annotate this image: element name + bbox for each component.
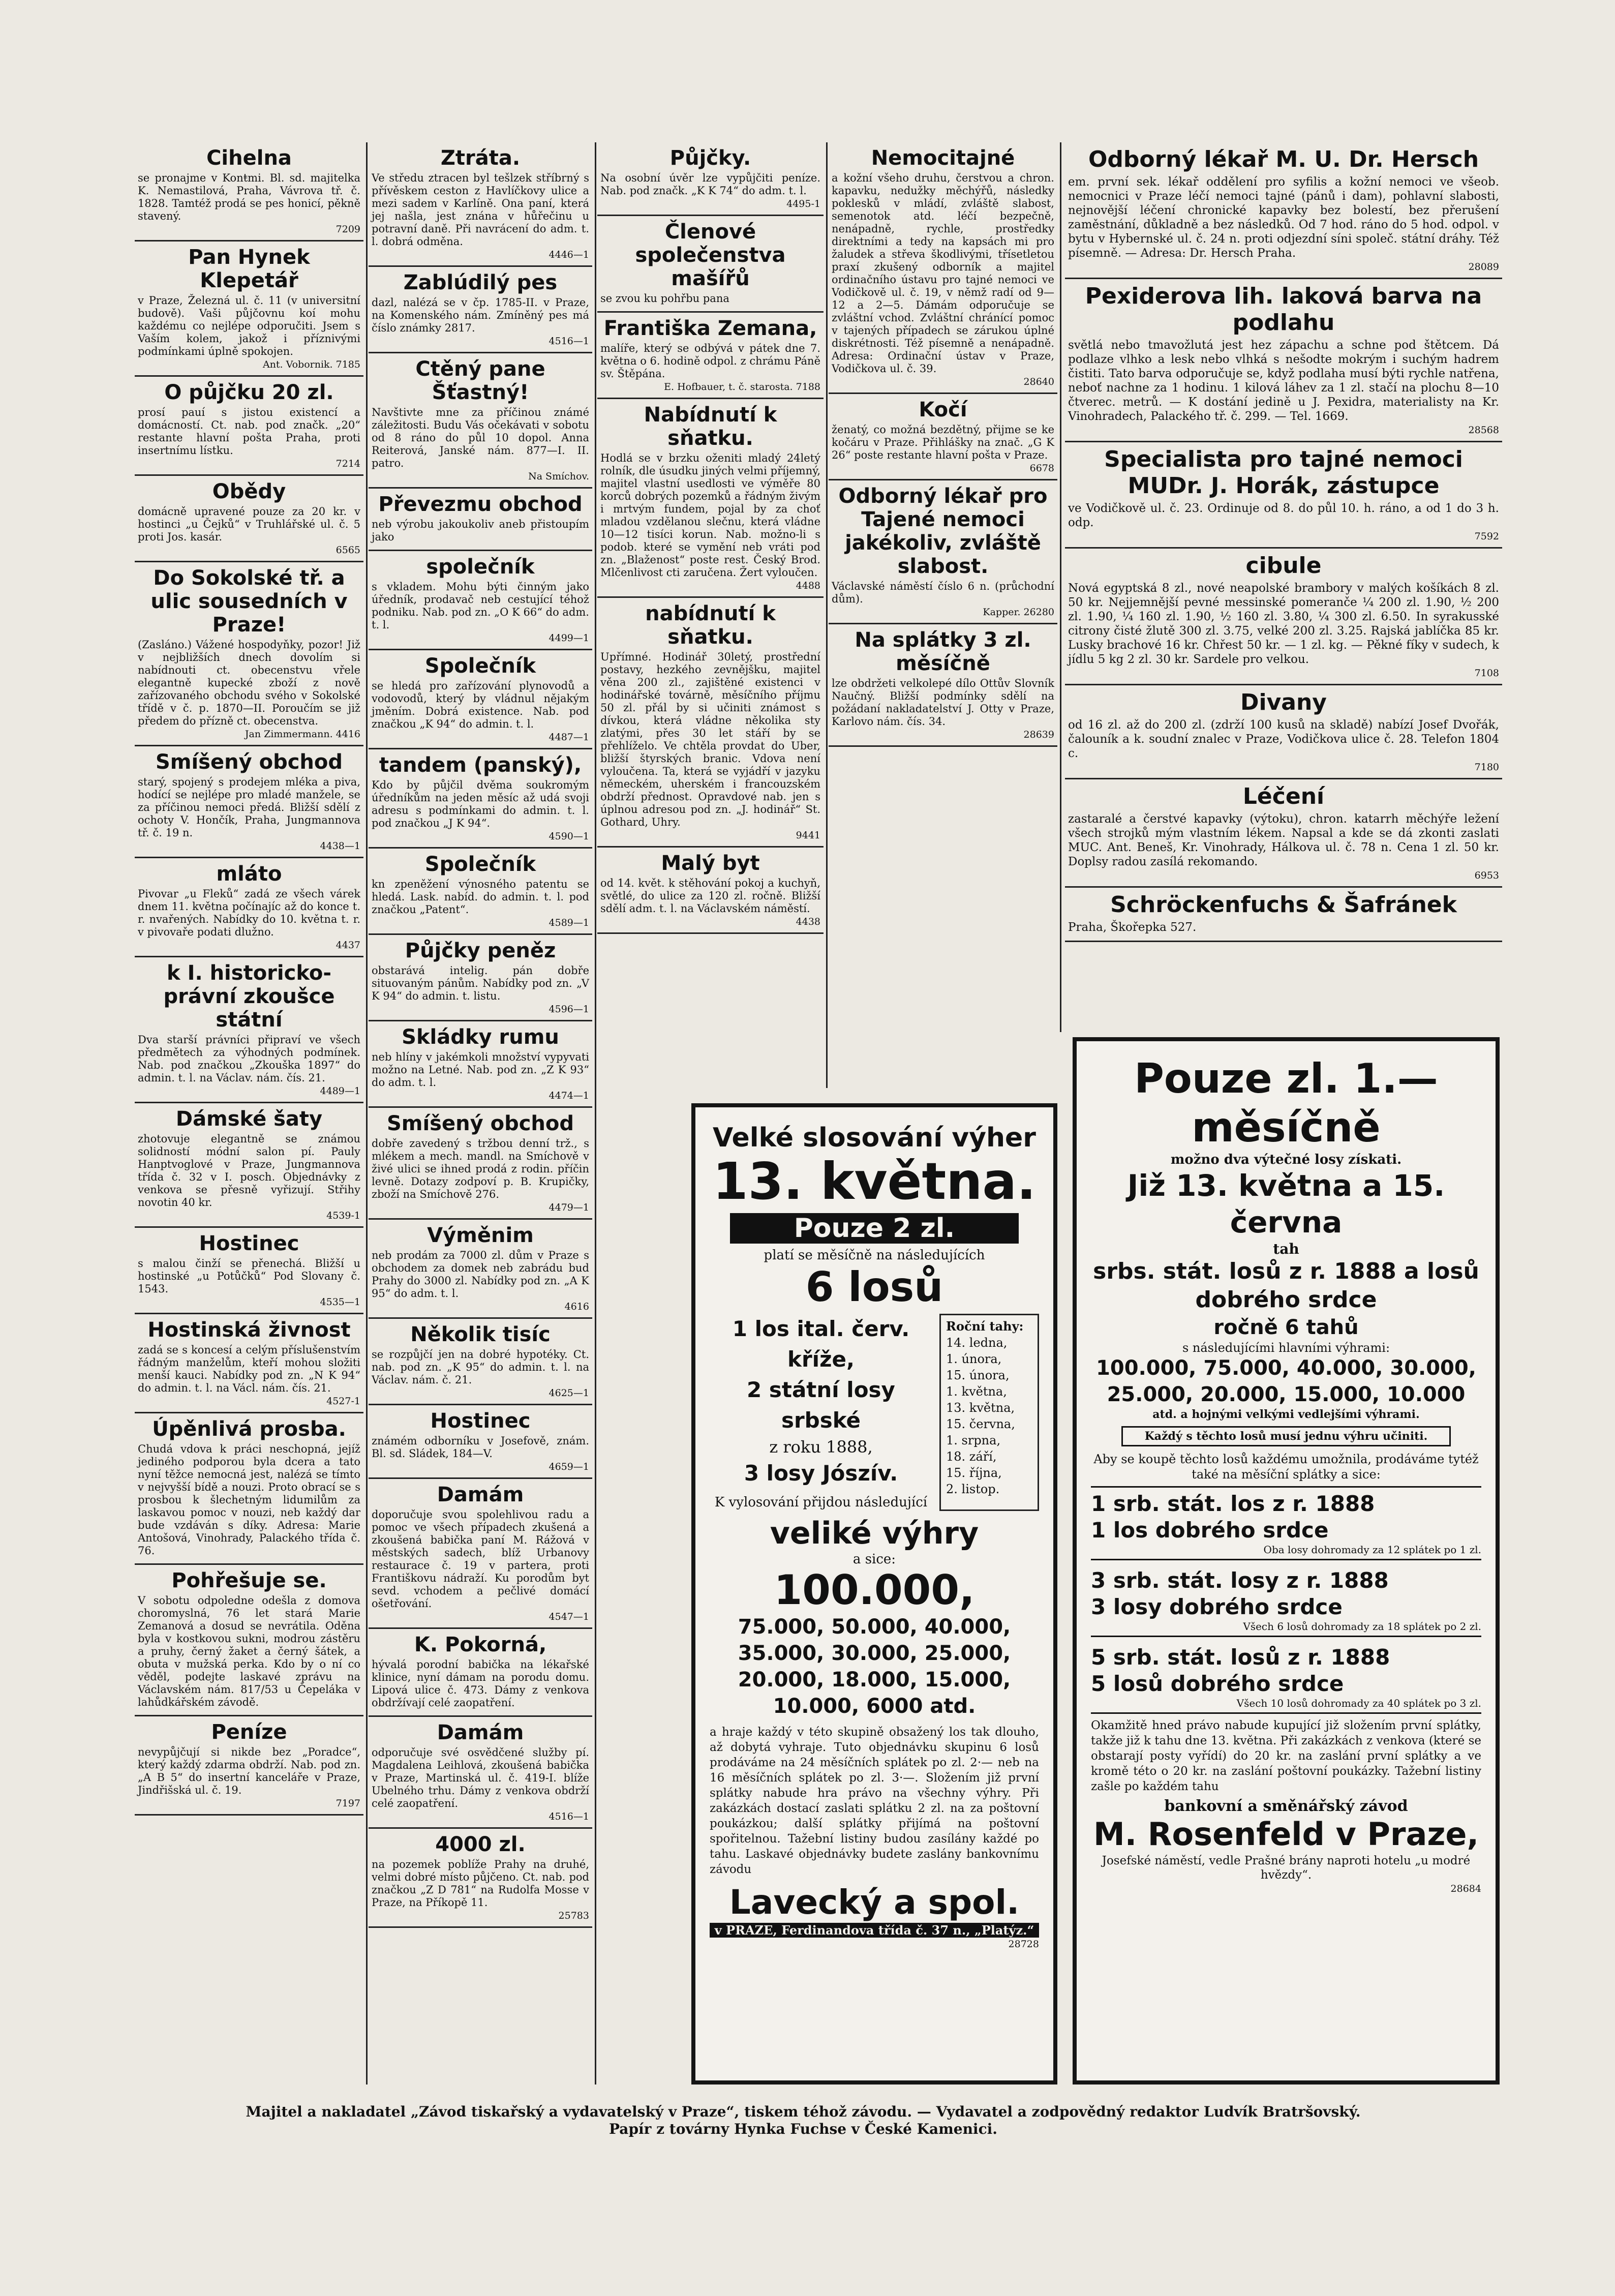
classified-ad <box>597 399 824 598</box>
classified-ad <box>1065 779 1502 888</box>
ad-number: 4499—1 <box>549 632 589 644</box>
ad-number: 4446—1 <box>549 249 589 260</box>
rosenfeld-offer: 5 srb. stát. losů z r. 1888 <box>1091 1645 1390 1670</box>
classified-ad <box>369 1829 592 1928</box>
ad-text: prosí pauí s jistou existencí a domácností. Ct. nab. pod značk. „20“ restante hlavní pošta Praha, proti insertnímu lístku. <box>138 406 360 457</box>
draw-date: 15. února, <box>946 1368 1010 1382</box>
classified-ad <box>369 1220 592 1319</box>
classified-ad <box>369 1405 592 1479</box>
ad-text: Na osobní úvěr lze vypůjčiti peníze. Nab. pod značk. „K K 74“ do adm. t. l. <box>600 172 820 197</box>
ad-number: 4488 <box>796 580 820 591</box>
ad-number: 4596—1 <box>549 1004 589 1015</box>
column-rule <box>366 142 368 2084</box>
ad-heading: Pohřešuje se. <box>171 1569 327 1592</box>
ad-heading: Schröckenfuchs & Šafránek <box>1110 892 1457 918</box>
draw-date: 13. května, <box>946 1401 1015 1415</box>
ad-number: 4625—1 <box>549 1387 589 1399</box>
classified-ad <box>369 1021 592 1108</box>
classified-ad <box>1065 142 1502 279</box>
rosenfeld-offer-terms: Všech 6 losů dohromady za 18 splátek po 2 zl. <box>1243 1620 1481 1633</box>
rosenfeld-address: Josefské náměstí, vedle Prašné brány naproti hotelu „u modré hvězdy“. <box>1102 1854 1471 1882</box>
ad-number: 4487—1 <box>549 732 589 743</box>
ad-text: s malou činží se přenechá. Bližší u hostinské „u Potůčků“ Pod Slovany č. 1543. <box>138 1257 360 1295</box>
draw-date: 18. září, <box>946 1449 997 1464</box>
ad-text: známém odborníku v Josefově, znám. Bl. sd. Sládek, 184—V. <box>372 1435 589 1460</box>
ad-heading: Damám <box>437 1483 524 1506</box>
classified-ad <box>369 1717 592 1829</box>
ad-heading: Půjčky. <box>669 146 751 170</box>
ad-text: a kožní všeho druhu, čerstvou a chron. kapavku, nedužky měchýřů, následky poklesků v mládí, zvláště slabost, semenotok atd. léčí bezpečně, nenápadně, rychle, prostředky direktními a tedy na kapsách mi pro žaludek a střeva škodlivými, třísetletou praxí zkušený odborník a majitel ordinačního ústavu pro tajné nemoci ve Vodičkově ul. č. 19, v němž radí od 9—12 a 2—5. Dámám odporučuje se zvláštní vchod. Zvláštní chránící pomoc v tajených případech se zárukou úplné diskrétnosti. Též písemně a nenápadně. Adresa: Ordinační ústav v Praze, Vodičkova ul. č. 39. <box>832 172 1054 375</box>
ad-heading: nabídnutí k sňatku. <box>645 602 776 649</box>
ad-heading: k I. historicko-právní zkoušce státní <box>163 961 335 1032</box>
ad-number: Na Smíchov. <box>528 471 589 482</box>
classified-ad <box>135 377 363 476</box>
ad-number: 4489—1 <box>320 1085 360 1097</box>
ad-text: zhotovuje elegantně se známou solidností módní salon pí. Pauly Hanptvoglové v Praze, Jungmannova třída č. 32 v I. posch. Objednávky z venkova se přesně vyřizují. Střihy novotin 40 kr. <box>138 1133 360 1209</box>
ad-text: Ve středu ztracen byl tešlzek stříbrný s přívěskem ceston z Havlíčkovy ulice a mezi sadem v Karlíně. Ona paní, která jej našla, jest znána v hůřečinu u potravní daně. Při navrácení do adm. t. l. dobrá odměna. <box>372 172 589 248</box>
ad-text: na pozemek poblíže Prahy na druhé, velmi dobré místo půjčeno. Ct. nab. pod značkou „Z D 781“ na Rudolfa Mosse v Praze, na Příkopě 11. <box>372 1858 589 1909</box>
ad-number: 4516—1 <box>549 1811 589 1822</box>
ad-number: 4547—1 <box>549 1611 589 1622</box>
ad-heading: Damám <box>437 1721 524 1744</box>
ad-text: dazl, nalézá se v čp. 1785-II. v Praze, na Komenského nám. Zmíněný pes má číslo známky 2817. <box>372 296 589 334</box>
classified-ad <box>135 1314 363 1413</box>
classified-ad <box>135 957 363 1103</box>
lottery-body: a hraje každý v této skupině obsažený los tak dlouho, až dobytá vyhraje. Tuto objednávku skupinu 6 losů prodáváme na 24 měsíčních splátek po zl. 2·— neb na 16 měsíčních splátek po zl. 3·—. Složením již první splátky nabude hra právo na všechny výhry. Při zakázkách dostací zaslati splátku 2 zl. na za poštovní poukázkou; další splátky přijímá na poštovní spořitelnou. Tažební listiny budou zasílány každé po tahu. Laskavé objednávky budete zaslány bankovnímu závodu <box>710 1726 1039 1876</box>
ad-number: 4539-1 <box>326 1210 360 1221</box>
ad-heading: Kočí <box>919 398 967 421</box>
ad-number: 25783 <box>558 1910 589 1921</box>
ad-number: 4438—1 <box>320 840 360 852</box>
ad-number: 6678 <box>1029 463 1054 474</box>
ad-heading: Nabídnutí k sňatku. <box>644 403 777 450</box>
ad-text: starý, spojený s prodejem mléka a piva, hodící se nejlépe pro mladé manžele, se za příčinou nemoci předá. Bližší sdělí z ochoty V. Hončík, Praha, Jungmannova tř. č. 19 n. <box>138 776 360 839</box>
ad-number: 4437 <box>336 940 360 951</box>
ad-heading: Do Sokolské tř. a ulic sousedních v Praze! <box>150 566 348 637</box>
ad-number: 6953 <box>1474 870 1499 881</box>
rosenfeld-tah: tah <box>1273 1241 1299 1257</box>
ad-heading: O půjčku 20 zl. <box>164 381 334 404</box>
lottery-number: 28728 <box>1008 1939 1039 1950</box>
ad-text: Hodlá se v brzku oženiti mladý 24letý rolník, dle úsudku jiných velmi příjemný, majitel vlastní usedlosti ve výměře 80 korců dobrých pozemků a řádným živým i mrtvým fundem, pojal by za choť mladou vzdělanou slečnu, která vládne 10—12 tisíci korun. Nab. možno-li s podob. které se vymění neb vráti pod zn. „Blaženost“ poste rest. Český Brod. Mlčenlivost cti zaručena. Žert vyloučen. <box>600 452 820 579</box>
ad-text: zastaralé a čerstvé kapavky (výtoku), chron. katarrh měchýře ležení všech strojků mým vlastním lékem. Napsal a kde se dá zkonti zaslati MUC. Ant. Beneš, Kr. Vinohrady, Hálkova ul. č. 78 n. Cena 1 zl. 50 kr. Doplsy radou zasílá rekomando. <box>1068 812 1499 868</box>
ad-heading: Františka Zemana, <box>603 317 817 340</box>
ad-text: s vkladem. Mohu býti činným jako úředník, prodavač neb cestující téhož podniku. Nab. pod zn. „O K 66“ do adm. t. l. <box>372 581 589 631</box>
lottery-note: K vylosování přijdou následující <box>714 1495 928 1510</box>
classified-ad <box>1065 442 1502 549</box>
ad-text: se rozpůjčí jen na dobré hypotéky. Ct. nab. pod zn. „K 95“ do admin. t. l. na Václav. nám. č. 21. <box>372 1348 589 1386</box>
ad-text: neb prodám za 7000 zl. dům v Praze s obchodem za domek neb zabrádu bud Prahy do 3000 zl. Nabídky pod zn. „A K 95“ do adm. t. l. <box>372 1249 589 1300</box>
ad-number: 7180 <box>1474 762 1499 773</box>
classified-ad <box>369 267 592 353</box>
ad-text: doporučuje svou spolehlivou radu a pomoc ve všech případech zkušená a zkoušená babička paní M. Rážová v městských sadech, blíž Urbanovy restaurace č. 19 v partera, proti Františkovu nádraží. Ku porodům byt sevd. vchodem a pečlivé domácí ošetřování. <box>372 1508 589 1610</box>
ad-text: dobře zavedený s tržbou denní trž., s mlékem a mech. mandl. na Smíchově v živé ulici se ihned prodá z rodin. příčin levně. Dotazy zodpoví p. B. Krupičky, zboží na Smíchově 276. <box>372 1137 589 1200</box>
draw-date: 2. listop. <box>946 1482 1000 1496</box>
draw-date: 1. srpna, <box>946 1433 1001 1447</box>
ad-text: domácně upravené pouze za 20 kr. v hostinci „u Čejků“ v Truhlářské ul. č. 5 proti Jos. kasár. <box>138 505 360 543</box>
classified-ad <box>135 476 363 562</box>
ad-heading: cibule <box>1245 553 1322 579</box>
ad-number: 7108 <box>1474 668 1499 679</box>
lottery-date: 13. května. <box>713 1152 1036 1211</box>
ad-text: se pronajme v Konŧmi. Bl. sd. majitelka K. Nemastilová, Praha, Vávrova tř. č. 1828. Tamtéž prodá se pes honicí, pěkně stavený. <box>138 172 360 222</box>
rosenfeld-offer: 3 srb. stát. losy z r. 1888 <box>1091 1568 1389 1593</box>
ad-heading: Pexiderova lih. laková barva na podlahu <box>1085 283 1482 336</box>
classified-ad <box>597 313 824 399</box>
rosenfeld-nums: 100.000, 75.000, 40.000, 30.000, <box>1096 1356 1476 1380</box>
classified-ad <box>369 1629 592 1717</box>
ad-number: 6565 <box>336 545 360 556</box>
ad-heading: Smíšený obchod <box>386 1112 574 1135</box>
classified-ad <box>369 935 592 1021</box>
ad-heading: Léčení <box>1242 783 1325 809</box>
classified-ad <box>369 1108 592 1220</box>
ad-number: Kapper. 26280 <box>983 607 1054 618</box>
ad-heading: Hostinec <box>430 1409 531 1433</box>
rosenfeld-offer: 1 srb. stát. los z r. 1888 <box>1091 1491 1375 1516</box>
ad-text: em. první sek. lékař oddělení pro syfilis a kožní nemoci ve všeob. nemocnici v Praze léčí nemoci tajné (pánů i dam), pohlavní slabosti, nejnovější léčení chronické kapavky bez bolestí, bez přerušení zaměstnání, důkladně a bez následků. Od 7 hod. ráno do 5 hod. odpol. v bytu v Hybernské ul. č. 24 n. proti odjezdní síni společ. státní dráhy. Též písemně. — Adresa: Dr. Hersch Praha. <box>1068 175 1499 260</box>
classified-ad <box>135 1413 363 1565</box>
ad-heading: mláto <box>216 862 282 886</box>
classified-ad <box>135 1565 363 1716</box>
classified-ad <box>369 1319 592 1405</box>
lottery-platí: platí se měsíčně na následujících <box>764 1248 985 1263</box>
rosenfeld-banka: bankovní a směnářský závod <box>1164 1797 1408 1815</box>
ad-number: 4438 <box>796 916 820 927</box>
ad-text: Pivovar „u Fleků“ zadá ze všech várek dnem 11. května počínajíc až do konce t. r. nvařených. Nabídky do 10. května t. r. v pivovaře podati dlužno. <box>138 888 360 938</box>
ad-text: od 16 zl. až do 200 zl. (zdrží 100 kusů na skladě) nabízí Josef Dvořák, čalouník a k. soudní znalec v Praze, Vodičkova ulice č. 28. Telefon 1804 c. <box>1068 718 1499 760</box>
column-3 <box>597 142 824 934</box>
classified-ad <box>369 142 592 267</box>
ad-text: Praha, Škořepka 527. <box>1068 921 1197 934</box>
ad-heading: Zablúdilý pes <box>403 271 558 294</box>
ad-heading: Hostinec <box>199 1232 299 1255</box>
classified-ad <box>369 1479 592 1629</box>
classified-ad <box>135 1103 363 1228</box>
classified-ad <box>369 749 592 849</box>
ad-text: Dva starší právníci připraví ve všech předmětech za výhodných podmínek. Nab. pod značkou „Zkouška 1897“ do admin. t. l. na Václav. nám. čís. 21. <box>138 1034 360 1084</box>
ad-number: 7592 <box>1474 531 1499 542</box>
column-2 <box>369 142 592 1928</box>
classified-ad <box>135 858 363 957</box>
ad-heading: Dámské šaty <box>175 1107 323 1131</box>
ad-heading: K. Pokorná, <box>414 1633 547 1656</box>
lottery-top-prize: 100.000, <box>774 1566 975 1614</box>
ad-number: 7197 <box>336 1798 360 1809</box>
ad-number: E. Hofbauer, t. č. starosta. 7188 <box>664 381 820 392</box>
ad-heading: 4000 zl. <box>435 1833 526 1856</box>
classified-ad <box>369 650 592 749</box>
rosenfeld-body: Okamžitě hned právo nabude kupující již složením první splátky, takže již k tahu dne 13. května. Při zakázkách z venkova (které se obstarají posty vyřídí) do 20 kr. na zaslání první splátky a ve kromě této o 20 kr. na zaslání poštovní poukázky. Tažební listiny zašle po každém tahu <box>1091 1719 1481 1793</box>
lottery-address: v PRAZE, Ferdinandova třída č. 37 n., „Platýz.“ <box>710 1923 1039 1938</box>
classified-ad <box>135 562 363 746</box>
ad-text: Kdo by půjčil dvěma soukromým úředníkům na jeden měsíc až udá svoji adresu s podmínkami do admin. t. l. pod značkou „J K 94“. <box>372 779 589 829</box>
lottery-item: 3 losy Jószív. <box>744 1461 898 1486</box>
ad-text: Václavské náměstí číslo 6 n. (průchodní dům). <box>832 580 1054 605</box>
lottery-item: 1 los ital. červ. kříže, <box>732 1316 910 1372</box>
classified-ad <box>369 849 592 935</box>
rosenfeld-offer: 5 losů dobrého srdce <box>1091 1671 1344 1696</box>
ad-number: Jan Zimmermann. 4416 <box>245 729 360 740</box>
ad-text: od 14. květ. k stěhování pokoj a kuchyň, světlé, do ulice za 120 zl. ročně. Bližší sdělí adm. t. l. na Václavském náměstí. <box>600 877 820 915</box>
classified-ad <box>1065 888 1502 942</box>
column-4 <box>829 142 1057 747</box>
ad-heading: Výměnim <box>427 1224 534 1247</box>
rosenfeld-atd: atd. a hojnými velkými vedlejšími výhrami. <box>1152 1408 1420 1421</box>
rosenfeld-number: 28684 <box>1450 1883 1481 1894</box>
ad-text: neb výrobu jakoukoliv aneb přistoupím jako <box>372 518 589 543</box>
rosenfeld-nums: 25.000, 20.000, 15.000, 10.000 <box>1107 1383 1466 1406</box>
classified-ad <box>829 480 1057 624</box>
draw-date: 15. října, <box>946 1466 1002 1480</box>
ad-text: ve Vodičkově ul. č. 23. Ordinuje od 8. do půl 10. h. ráno, a od 1 do 3 h. odp. <box>1068 502 1499 529</box>
lottery-big-prizes: veliké výhry <box>770 1516 979 1551</box>
ad-number: 28089 <box>1468 261 1499 273</box>
classified-ad <box>369 489 592 551</box>
classified-ad <box>597 216 824 313</box>
rosenfeld-offer: 3 losy dobrého srdce <box>1091 1594 1343 1619</box>
classified-ad <box>135 746 363 858</box>
ad-heading: Divany <box>1240 689 1327 715</box>
draws-title: Roční tahy: <box>946 1319 1024 1334</box>
ad-heading: Smíšený obchod <box>155 750 343 774</box>
classified-ad <box>597 142 824 216</box>
classified-ad <box>597 848 824 934</box>
ad-number: 28640 <box>1023 376 1054 387</box>
lottery-sice: a sice: <box>852 1552 896 1567</box>
ad-heading: Společník <box>424 853 536 876</box>
ad-heading: Několik tisíc <box>410 1323 551 1346</box>
classified-ad <box>135 241 363 377</box>
ad-heading: Převezmu obchod <box>378 493 583 516</box>
ad-heading: Pan Hynek Klepetář <box>188 246 310 292</box>
ad-text: odporučuje své osvědčené služby pí. Magdalena Leihlová, zkoušená babička v Praze, Martinská ul. č. 419-I. blíže Ubelného trhu. Dámy z venkova obdrží celé zaopatření. <box>372 1746 589 1809</box>
column-rule <box>595 142 596 2084</box>
ad-heading: Nemocitajné <box>871 146 1015 170</box>
ad-heading: Odborný lékař M. U. Dr. Hersch <box>1088 146 1479 172</box>
lottery-title: Velké slosování výher <box>713 1123 1036 1153</box>
ad-number: 4590—1 <box>549 831 589 842</box>
rosenfeld-title: Pouze zl. 1.— měsíčně <box>1134 1055 1438 1151</box>
draw-date: 15. června, <box>946 1417 1015 1431</box>
ad-heading: Cihelna <box>206 146 292 170</box>
ad-text: nevypůjčují si nikde bez „Poradce“, který každý zdarma obdrží. Nab. pod zn. „A B 5“ do insertní kanceláře v Praze, Jindřišská ul. č. 19. <box>138 1746 360 1796</box>
ad-number: 4616 <box>564 1301 589 1312</box>
classified-ad <box>597 598 824 848</box>
lottery-item: 2 státní losy srbské <box>747 1377 895 1433</box>
ad-number: 4474—1 <box>549 1090 589 1101</box>
ad-heading: Členové společenstva mašířů <box>635 220 786 290</box>
lottery-firm: Lavecký a spol. <box>729 1883 1020 1922</box>
ad-number: 7209 <box>336 224 360 235</box>
lottery-prizes: 75.000, 50.000, 40.000, 35.000, 30.000, 25.000, 20.000, 18.000, 15.000, 10.000, 6000 atd. <box>738 1615 1011 1718</box>
ad-number: 7214 <box>336 458 360 469</box>
ad-text: Upřímné. Hodinář 30letý, prostřední postavy, hezkého zevnějšku, majitel věna 200 zl., zajištěné existenci v hodinářské továrně, měsíčního příjmu 50 zl. přál by si učiniti známost s dívkou, která vládne několika sty zlatými, přes 30 let stáří by se přehlíželo. Ve chtěla provdat do Uber, bližší štyrských branic. Vdova není vyloučena. Ta, která se vyjádří v jazyku německém, uherském i francouzském obdrží přednost. Opravdové nab. jen s úplnou adresou pod zn. „J. hodinář“ St. Gothard, Uhry. <box>600 651 820 828</box>
ad-heading: Hostinská živnost <box>147 1318 351 1342</box>
ad-text: lze obdržeti velkolepé dílo Ottův Slovník Naučný. Bližší podmínky sdělí na požádaní nakladatelství J. Otty v Praze, Karlovo nám. čís. 34. <box>832 677 1054 728</box>
rosenfeld-aby: Aby se koupě těchto losů každému umožnila, prodáváme tytéž také na měsíční splátky a sice: <box>1093 1452 1479 1482</box>
ad-heading: Ztráta. <box>440 146 521 170</box>
ad-heading: Úpěnlivá prosba. <box>152 1417 346 1441</box>
rosenfeld-offer-terms: Oba losy dohromady za 12 splátek po 1 zl. <box>1263 1544 1481 1556</box>
ad-number: 4479—1 <box>549 1202 589 1213</box>
ad-text: se zvou ku pohřbu pana <box>600 292 729 305</box>
classified-ad <box>135 1716 363 1816</box>
column-5 <box>1065 142 1502 942</box>
ad-text: ženatý, co možná bezdětný, přijme se ke kočáru v Praze. Přihlášky na znač. „G K 26“ poste restante hlavní pošta v Praze. <box>832 424 1054 461</box>
classified-ad <box>829 624 1057 747</box>
ad-text: Nová egyptská 8 zl., nové neapolské brambory v malých košíkách 8 zl. 50 kr. Nejjemnější pevné messinské pomeranče ¼ 200 zl. 1.90, ½ 200 zl. 1.90, ¼ 160 zl. 1.90, ½ 160 zl. 3.80, ¼ 300 zl. 6.50. In syrakusské citrony čisté žlutě 300 zl. 3.75, velké 200 zl. 3.25. Rajská jablíčka 85 kr. Lusky brachové 16 kr. Chřest 50 kr. — 1 zl. kg. — Pěkné fíky v sudech, k jídlu 5 kg 2 zl. 30 kr. Sardele pro velkou. <box>1068 582 1499 666</box>
ad-text: v Praze, Železná ul. č. 11 (v universitní budově). Vaši půjčovnu koí mohu každému co nejlépe odporučiti. Jsem s Vaším kolem, jakož i příznivými podmínkami úplně spokojen. <box>138 294 360 357</box>
rosenfeld-firm: M. Rosenfeld v Praze, <box>1093 1816 1479 1853</box>
classified-ad <box>135 142 363 241</box>
ad-text: zadá se s koncesí a celým příslušenstvím řádným manželům, kteří mohou složiti menší kauci. Nabídky pod zn. „N K 94“ do admin. t. l. na Václ. nám. čís. 21. <box>138 1344 360 1394</box>
ad-heading: společník <box>426 555 535 579</box>
ad-heading: Půjčky peněz <box>405 939 556 962</box>
ad-heading: Malý byt <box>661 852 760 875</box>
ad-number: 4516—1 <box>549 336 589 347</box>
draws-table <box>939 1314 1039 1511</box>
rosenfeld-rocne: ročně 6 tahů <box>1213 1316 1359 1339</box>
lottery-advert <box>691 1103 1057 2084</box>
ad-text: světlá nebo tmavožlutá jest hez zápachu a schne pod štětcem. Dá podlaze vlhko a lesk nebo vlhká s nešodte mokrým i suchým hadrem čistiti. Tato barva odporučuje se, když podlaha musí býti rychle natřena, neboť nachne za 1 hodinu. 1 kilová láhev za 1 zl. stačí na plochu 8—10 čtverec. metrů. — K dostání jedině u J. Pexidra, materialisty na Kr. Vinohradech, Palackého tř. č. 299. — Tel. 1669. <box>1068 339 1499 423</box>
draw-date: 1. května, <box>946 1384 1007 1399</box>
rosenfeld-dates: Již 13. května a 15. června <box>1127 1168 1445 1240</box>
classified-ad <box>1065 549 1502 685</box>
classified-ad <box>829 142 1057 394</box>
ad-heading: Specialista pro tajné nemoci MUDr. J. Horák, zástupce <box>1104 446 1463 499</box>
ad-number: 4495-1 <box>786 198 820 209</box>
column-rule <box>826 142 828 1088</box>
ad-heading: Společník <box>424 654 536 678</box>
rosenfeld-srbs: srbs. stát. losů z r. 1888 a losů dobrého srdce <box>1093 1258 1479 1313</box>
rosenfeld-sub: možno dva výtečné losy získati. <box>1170 1152 1402 1167</box>
ad-text: malíře, který se odbývá v pátek dne 7. května o 6. hodině odpol. z chrámu Páně sv. Štěpána. <box>600 342 820 380</box>
classified-ad <box>1065 279 1502 442</box>
ad-text: neb hlíny v jakémkoli množství vypyvati možno na Letné. Nab. pod zn. „Z K 93“ do adm. t. l. <box>372 1051 589 1089</box>
ad-text: hývalá porodní babička na lékařské klinice, nyní dámam na porodu domu. Lipová ulice č. 473. Dámy z venkova obdržívají celé zaopatření. <box>372 1658 589 1709</box>
ad-number: 4535—1 <box>320 1296 360 1308</box>
column-1 <box>135 142 363 1816</box>
classified-ad <box>829 394 1057 480</box>
ad-text: obstarává intelig. pán dobře situovaným pánům. Nabídky pod zn. „V K 94“ do admin. t. listu. <box>372 964 589 1002</box>
classified-ad <box>135 1228 363 1314</box>
ad-number: 28639 <box>1023 729 1054 740</box>
imprint-line: Papír z továrny Hynka Fuchse v České Kamenici. <box>609 2121 997 2137</box>
imprint-footer <box>132 2103 1474 2138</box>
lottery-count: 6 losů <box>805 1263 943 1311</box>
classified-ad <box>369 551 592 650</box>
rosenfeld-offer: 1 los dobrého srdce <box>1091 1518 1329 1543</box>
rosenfeld-advert <box>1073 1037 1500 2084</box>
ad-heading: tandem (panský), <box>379 753 582 777</box>
rosenfeld-hlavni: s následujícími hlavními výhrami: <box>1182 1341 1390 1355</box>
column-rule <box>1060 142 1061 1032</box>
draw-date: 1. února, <box>946 1352 1002 1366</box>
ad-text: se hledá pro zařízování plynovodů a vodovodů, který by vládnul nějakým jměním. Dobrá existence. Nab. pod značkou „K 94“ do admin. t. l. <box>372 680 589 730</box>
ad-heading: Obědy <box>212 480 286 503</box>
ad-heading: Odborný lékař pro Tajené nemoci jakékoliv, zvláště slabost. <box>838 485 1048 578</box>
lottery-item: z roku 1888, <box>769 1437 873 1457</box>
ad-text: Navštivte mne za příčinou známé záležitosti. Budu Vás očekávati v sobotu od 8 ráno do půl 10 dopol. Anna Reiterová, Janské nám. 877—I. II. patro. <box>372 406 589 469</box>
ad-text: kn zpeněžení výnosného patentu se hledá. Lask. nabíd. do admin. t. l. pod značkou „Patent“. <box>372 878 589 916</box>
rosenfeld-box: Každý s těchto losů musí jednu výhru učiniti. <box>1121 1426 1451 1446</box>
ad-text: Chudá vdova k práci neschopná, jejíž jediného podporou byla dcera a tato nyní těžce nemocná jest, nalézá se tímto v nejvyšší bídě a nouzi. Proto obrací se s prosbou k šlechetným lidumilům za laskavou pomoc v nouzi, neb každý dar bude vzdáván s díky. Adresa: Marie Antošová, Vinohrady, Palackého třída č. 76. <box>138 1443 360 1557</box>
classified-ad <box>1065 685 1502 779</box>
ad-number: 9441 <box>796 830 820 841</box>
ad-heading: Skládky rumu <box>402 1025 559 1049</box>
ad-number: 4527-1 <box>326 1396 360 1407</box>
draw-date: 14. ledna, <box>946 1336 1008 1350</box>
rosenfeld-offer-terms: Všech 10 losů dohromady za 40 splátek po 3 zl. <box>1236 1697 1481 1709</box>
imprint-line: Majitel a nakladatel „Závod tiskařský a vydavatelský v Praze“, tiskem téhož závodu. — Vydavatel a zodpovědný redaktor Ludvík Bratršovský. <box>246 2103 1361 2120</box>
ad-number: 28568 <box>1468 425 1499 436</box>
classified-ad <box>369 353 592 489</box>
ad-number: Ant. Vobornik. 7185 <box>262 359 360 370</box>
ad-text: V sobotu odpoledne odešla z domova choromyslná, 76 let stará Marie Zemanová a dosud se nevrátila. Oděna byla v kostkovou sukni, modrou zástěru a pruhy, černý žaket a černý šátek, a obuta v mužská perka. Kdo by o ní co věděl, podejte laskavé zprávu na Václavském nám. 817/53 u Čepeláka v lahůdkářském závodě. <box>138 1594 360 1708</box>
ad-text: (Zasláno.) Vážené hospodyňky, pozor! Již v nejbližších dnech dovolím si nabídnouti ct. obecenstvu vřele elegantně kupecké zboží z nově zařízovaného obchodu svého v Sokolské třídě v č. p. 1870—II. Poroučím se již předem do přízně ct. obecenstva. <box>138 639 360 727</box>
ad-heading: Na splátky 3 zl. měsíčně <box>855 628 1031 675</box>
ad-heading: Ctěný pane Šťastný! <box>415 357 545 404</box>
ad-heading: Peníze <box>211 1720 287 1744</box>
ad-number: 4659—1 <box>549 1461 589 1472</box>
ad-number: 4589—1 <box>549 917 589 928</box>
lottery-price: Pouze 2 zl. <box>730 1213 1019 1244</box>
